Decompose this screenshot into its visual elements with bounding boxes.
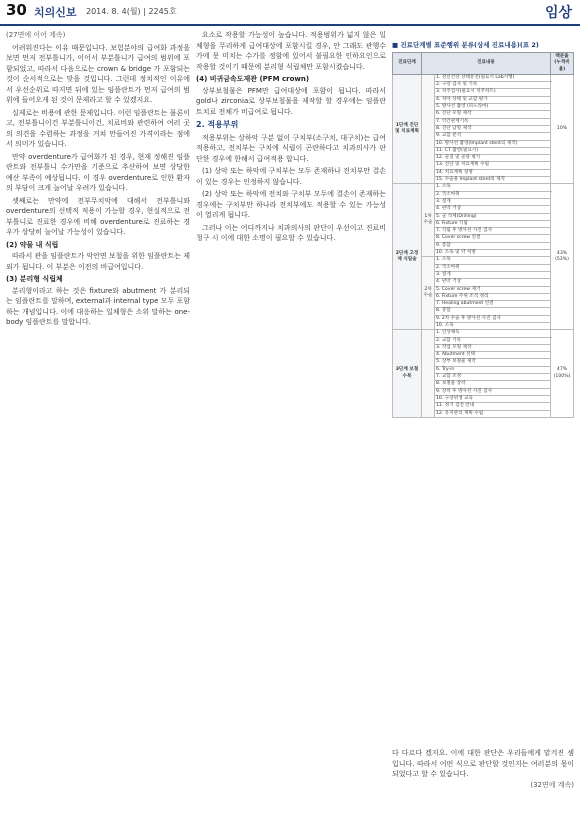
paragraph: 어려워진다는 이유 때문입니다. 보험분야의 급여화 과정을 보면 먼저 전부틀니가, 이어서 부분틀니가 급여의 범위에 포함되었고, 따라서 다음으로는 crown & bridge 가 포함되는 것이 순서적으로는 맞을 것입니다. 그런데 정치적인 이유에서 우선순위로 따지면 뒤에 있는 임플란트가 먼저 급여의 범위에 들어오게 된 것이 문제라고 할 수 있겠지요. bbox=[6, 43, 190, 104]
procedure-cell: 12. 골질 및 골량 평가 bbox=[435, 155, 551, 162]
table-row bbox=[393, 330, 574, 337]
procedure-cell: 10. 방사선 촬영(Implant stent의 제작) bbox=[435, 140, 551, 147]
substage-cell bbox=[422, 330, 435, 418]
procedure-cell: 1. 인상채득 bbox=[435, 330, 551, 337]
procedure-cell: 5. Cover screw 제거 bbox=[435, 286, 551, 293]
procedure-cell: 6. Try-in bbox=[435, 366, 551, 373]
procedure-cell: 9. 봉합 bbox=[435, 242, 551, 249]
percentage-cell: 47% (100%) bbox=[551, 330, 574, 418]
procedure-cell: 10. 소독 및 약 처방 bbox=[435, 250, 551, 257]
table-row bbox=[393, 184, 574, 191]
procedure-cell: 9. 2차 수술 후 방사선 사진 검사 bbox=[435, 315, 551, 322]
procedure-cell: 10. 구강위생 교육 bbox=[435, 395, 551, 402]
treatment-table-box bbox=[392, 40, 574, 418]
procedure-cell: 2. 국소마취 bbox=[435, 264, 551, 271]
paragraph: 요소로 작용할 가능성이 높습니다. 적용범위가 넓지 않은 일체형을 무리하게 급여대상에 포함시킬 경우, 안 그래도 관행수가에 못 미치는 수가를 정함에 있어서 불필요한 인하요인으로 작용할 것이기 때문에 분리형 식립체만 포함시켰습니다. bbox=[196, 31, 386, 71]
table-header: 백분율 (누적비율) bbox=[551, 53, 574, 75]
procedure-cell: 12. 유지관리 계획 수립 bbox=[435, 410, 551, 417]
procedure-cell: 4. 판막 거상 bbox=[435, 279, 551, 286]
procedure-cell: 8. 진단 납형 제작 bbox=[435, 125, 551, 132]
substage-cell bbox=[422, 74, 435, 183]
procedure-cell: 3. 치주검사(필요시 치주차트) bbox=[435, 89, 551, 96]
procedure-cell: 6. Fixture 식립 bbox=[435, 220, 551, 227]
procedure-cell: 10. 소독 bbox=[435, 322, 551, 329]
section-title: 임상 bbox=[544, 5, 572, 21]
procedure-cell: 3. 절개 bbox=[435, 271, 551, 278]
procedure-cell: 3. 작업 모형 제작 bbox=[435, 344, 551, 351]
procedure-cell: 7. Healing abutment 연결 bbox=[435, 301, 551, 308]
article-tail bbox=[392, 748, 574, 790]
section-heading: 2. 적용부위 bbox=[196, 120, 239, 129]
stage-cell: 3단계 보철수복 bbox=[393, 330, 422, 418]
paragraph: 적용부위는 상하악 구분 없이 구치부(소구치, 대구치)는 급여적용하고, 전치부는 구치에 식립이 곤란하다고 치과의사가 판단한 경우에 한해서 급여적용 합니다. bbox=[196, 133, 386, 163]
paragraph: (1) 상악 또는 하악에 구치부는 모두 존재하나 전치부만 결손이 있는 경우는 인정하지 않습니다. bbox=[196, 167, 386, 186]
table-header: 진료내용 bbox=[422, 53, 551, 75]
continued-note: (27면에 이어 계속) bbox=[6, 31, 66, 39]
article-column-1 bbox=[6, 30, 190, 830]
procedure-cell: 4. 치아 상태 및 교합 평가 bbox=[435, 96, 551, 103]
table-body bbox=[393, 74, 574, 417]
stage-cell: 2단계 고정체 식립술 bbox=[393, 184, 422, 330]
paragraph: 따라서 관을 임플란트가 악안면 보철을 위한 임플란트는 제외가 됩니다. 이 부분은 이전의 비급여입니다. bbox=[6, 252, 190, 271]
procedure-cell: 5. 골 삭제(Drilling) bbox=[435, 213, 551, 220]
procedure-cell: 8. Cover screw 연결 bbox=[435, 235, 551, 242]
procedure-cell: 8. 봉합 bbox=[435, 308, 551, 315]
issue-date: 2014. 8. 4(월) | 2245호 bbox=[86, 7, 177, 16]
procedure-cell: 2. 구강 검사 및 기록 bbox=[435, 82, 551, 89]
procedure-cell: 9. 장착 후 방사선 사진 검사 bbox=[435, 388, 551, 395]
procedure-cell: 11. CT 촬영(필요시) bbox=[435, 147, 551, 154]
stage-cell: 1단계 진단 및 치료계획 bbox=[393, 74, 422, 183]
procedure-cell: 4. 판막 거상 bbox=[435, 206, 551, 213]
procedure-cell: 6. Fixture 주위 조직 정리 bbox=[435, 293, 551, 300]
procedure-cell: 1. 전신건강 상태문진(필요시 Lab시행) bbox=[435, 74, 551, 81]
procedure-cell: 7. 교합 조정 bbox=[435, 374, 551, 381]
procedure-cell: 2. 국소마취 bbox=[435, 191, 551, 198]
subheading: (2) 약물 내 식립 bbox=[6, 240, 59, 249]
paragraph: 분리형이라고 하는 것은 fixture와 abutment 가 분리되는 임플란트를 말하며, external과 internal type 모두 포함하는 개념입니다. 이에 대응하는 일체형은 소위 말하는 one-body 임플란트를 말합니다. bbox=[6, 286, 190, 326]
paragraph: 그러나 이는 어디까지나 치과의사의 판단이 우선이고 진료비 청구 시 이에 대한 소명이 필요할 수 있습니다. bbox=[196, 223, 386, 242]
procedure-cell: 5. 상부 보철물 제작 bbox=[435, 359, 551, 366]
procedure-cell: 8. 보철물 장착 bbox=[435, 381, 551, 388]
procedure-cell: 13. 진단 및 치료계획 수립 bbox=[435, 162, 551, 169]
table-row bbox=[393, 74, 574, 81]
newspaper-name: 치의신보 bbox=[34, 6, 77, 19]
table-header: 진료단계 bbox=[393, 53, 422, 75]
procedure-cell: 15. 수술용 Implant stent의 제작 bbox=[435, 177, 551, 184]
procedure-cell: 14. 치료계획 설명 bbox=[435, 169, 551, 176]
paragraph: (2) 상악 또는 하악에 전치와 구치부 모두에 결손이 존재하는 경우에는 구치부만 하나라 전치부에도 적용할 수 있는 가능성이 열리게 됩니다. bbox=[196, 190, 386, 219]
article-column-2 bbox=[196, 30, 386, 830]
paragraph: 실제로는 비용에 관한 문제입니다. 이런 임플란트는 물론이고, 전부틀니이건 부분틀니이건, 치료비와 관련하여 여러 곳의 의견을 수렴하는 과정을 거쳐 만들어진 가격이라는 점에서 의미가 있습니다. bbox=[6, 108, 190, 148]
paragraph: 셋째로는 만약에 전부무치악에 대해서 전부틀니와 overdenture의 선택적 적용이 가능할 경우, 현실적으로 전부틀니로 진료한 경우에 비해 overdenture로 진료하는 경우가 상당히 늘어날 가능성이 있습니다. bbox=[6, 196, 190, 236]
substage-cell: 1차 수술 bbox=[422, 184, 435, 257]
table-title: ■ 진료단계별 표준행위 분류(상세 진료내용)(표 2) bbox=[392, 41, 539, 49]
percentage-cell: 43% (53%) bbox=[551, 184, 574, 330]
procedure-cell: 2. 교합 기록 bbox=[435, 337, 551, 344]
treatment-stage-table bbox=[392, 52, 574, 418]
subheading: (3) 분리형 식립체 bbox=[6, 275, 63, 283]
procedure-cell: 6. 진단 모형 제작 bbox=[435, 111, 551, 118]
procedure-cell: 11. 정기 검진 안내 bbox=[435, 403, 551, 410]
percentage-cell: 10% bbox=[551, 74, 574, 183]
page-number: 30 bbox=[6, 1, 27, 19]
procedure-cell: 5. 방사선 촬영 (파노라마) bbox=[435, 104, 551, 111]
procedure-cell: 1. 소독 bbox=[435, 257, 551, 264]
procedure-cell: 7. 악간관계기록 bbox=[435, 118, 551, 125]
paragraph: 상부보철물은 PFM만 급여대상에 포함이 됩니다. 따라서 gold나 zirconia로 상부보철물을 제작할 할 경우에는 임플란트치료 전체가 비급여로 됩니다. bbox=[196, 86, 386, 116]
paragraph: 만약 overdenture가 급여화가 된 경우, 현재 정해진 임플란트와 전부틀니 수가만을 기준으로 추산하여 보면 상당한 예산 부족이 예상됩니다. 이 경우 overdenture로 인한 환자의 부담이 크게 늘어날 우려가 있습니다. bbox=[6, 152, 190, 192]
procedure-cell: 7. 식립 후 방사선 사진 검사 bbox=[435, 228, 551, 235]
subheading: (4) 비귀금속도재관 (PFM crown) bbox=[196, 75, 310, 83]
procedure-cell: 4. Abutment 선택 bbox=[435, 352, 551, 359]
substage-cell: 2차 수술 bbox=[422, 257, 435, 330]
procedure-cell: 1. 소독 bbox=[435, 184, 551, 191]
procedure-cell: 3. 절개 bbox=[435, 198, 551, 205]
page-header bbox=[0, 0, 580, 26]
continued-note: (32면에 계속) bbox=[530, 780, 574, 789]
paragraph: 다 다르다 겠지요. 이에 대한 판단은 우리들에게 맡겨진 셈입니다. 따라서 어떤 식으로 판단할 것인지는 여러분의 몫이 되었다고 할 수 있습니다. bbox=[392, 749, 574, 778]
procedure-cell: 9. 교합 분석 bbox=[435, 133, 551, 140]
